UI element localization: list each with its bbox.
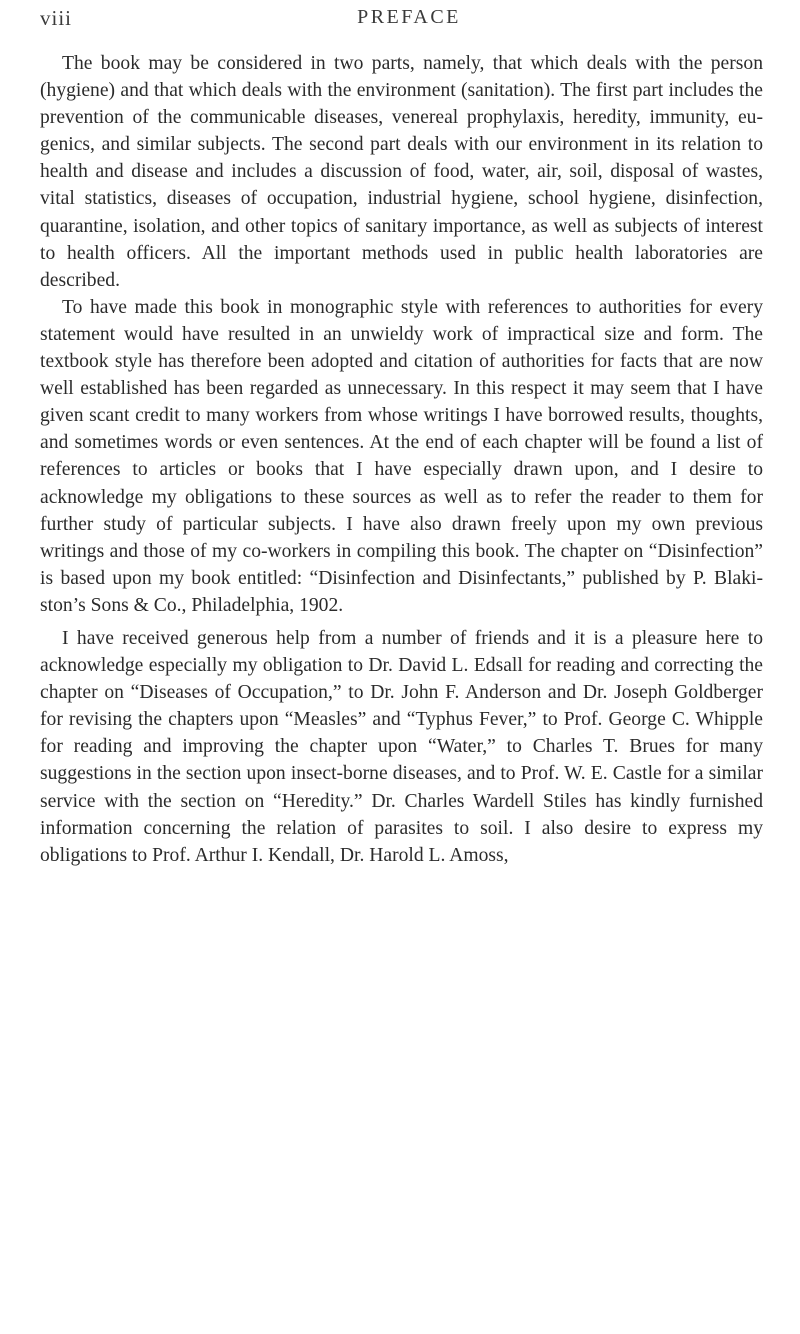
paragraph-acknowledgments: I have received generous help from a number of friends and it is a pleasure here to acknowledge especially my obligation to Dr. David L. Edsall for reading and correcting the chapter on “Diseases of Occupation,” to Dr. John F. Anderson and Dr. Joseph Goldberger for revising the chapters upon “Measles” and “Typhus Fever,” to Prof. George C. Whipple for reading and improving the chapter upon “Water,” to Charles T. Brues for many suggestions in the section upon insect-borne diseases, and to Prof. W. E. Castle for a similar service with the section on “Heredity.” Dr. Charles Wardell Stiles has kindly furnished information concerning the relation of parasites to soil. I also desire to express my obligations to Prof. Arthur I. Kendall, Dr. Harold L. Amoss,	[40, 627, 763, 866]
paragraph-scope: The book may be considered in two parts, namely, that which deals with the person (hygiene) and that which deals with the environment (sanitation). The first part includes the prevention of the communicable diseases, venereal prophylaxis, heredity, immunity, eugenics, and similar subjects. The second part deals with our environment in its relation to health and disease and includes a discussion of food, water, air, soil, disposal of wastes, vital statistics, diseases of occupation, industrial hygiene, school hygiene, disinfection, quarantine, isolation, and other topics of sanitary importance, as well as subjects of interest to health officers. All the important methods used in public health laboratories are described.	[40, 53, 763, 291]
page-header	[40, 6, 760, 36]
running-head: PREFACE	[357, 6, 461, 28]
page-number: viii	[40, 6, 73, 30]
paragraph-style: To have made this book in monographic style with references to authorities for every statement would have resulted in an unwieldy work of impractical size and form. The textbook style has therefore been adopted and citation of authorities for facts that are now well established has been regarded as unnecessary. In this respect it may seem that I have given scant credit to many workers from whose writings I have borrowed results, thoughts, and sometimes words or even sentences. At the end of each chapter will be found a list of references to articles or books that I have especially drawn upon, and I desire to acknowledge my obligations to these sources as well as to refer the reader to them for further study of particular subjects. I have also drawn freely upon my own previous writings and those of my co-workers in compiling this book. The chapter on “Disinfection” is based upon my book entitled: “Disinfection and Disinfectants,” published by P. Blakiston’s Sons & Co., Philadelphia, 1902.	[40, 296, 763, 616]
preface-body	[40, 50, 763, 869]
